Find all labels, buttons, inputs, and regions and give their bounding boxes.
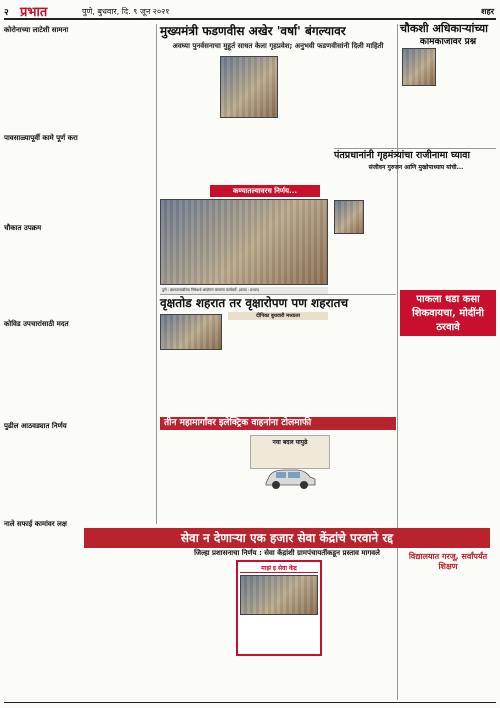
left-headline-2: पावसाळ्यापूर्वी कामे पूर्ण करा [4,134,78,142]
politics-body [390,174,442,290]
car-icon [262,465,318,491]
eseva-ad [236,560,322,656]
ebus-box-title: नवा बदल यापुढे [272,439,308,446]
bottom-body [84,560,154,700]
tree-body [228,322,284,414]
tree-sublabel: दीपिका बुधवारी मध्याला [228,312,328,320]
mid-column-body [334,56,394,146]
ebus-headline: तीन महामार्गांवर इलेक्ट्रिक वाहनांना टोलमाफी [160,417,396,430]
tree-body [160,354,222,414]
column-divider [397,24,398,700]
issue-date: पुणे, बुधवार, दि. ९ जून २०२१ [82,7,170,16]
fire-story-banner: कण्यातल्यावरच निर्णय... [210,185,320,197]
tree-body [344,322,396,414]
right-bottom-headline: विद्यालयात गरजू, सर्वांपर्यंत शिक्षण [408,552,488,571]
right-top-subhead: कामकाजावर प्रश्न [419,37,477,47]
column-divider [156,24,157,524]
ebus-body [204,434,246,524]
main-body-col [220,122,278,184]
left-body-1 [4,36,154,132]
left-body-2 [4,144,154,222]
portrait-photo [220,56,278,118]
opinion-box: पाकला धडा कसा शिकवायचा, मोदींनी ठरवावे [400,290,496,336]
main-body-col [282,56,338,184]
masthead [4,2,496,20]
left-body-3 [4,234,154,318]
right-top-body [402,90,438,144]
page-number: २ [4,8,9,18]
tree-headline: वृक्षतोड शहरात तर वृक्षारोपण पण शहरातच [160,296,349,310]
left-headline-4: कोविड उपचारांसाठी मदत [4,320,69,328]
photo-caption: पुणे : इंधनदरवाढीच्या निषेधार्थ आंदोलन करताना कार्यकर्ते. (छाया : प्रभात) [160,287,328,294]
politics-body [446,174,496,286]
bottom-body [326,560,394,700]
ad-title: माझं इ सेवा केंद्र [240,564,318,573]
building-photo [160,314,222,350]
left-body-5 [4,432,154,518]
politics-headline: पंतप्रधानांनी गृहमंत्र्यांचा राजीनामा घ्यावा [334,150,470,161]
ebus-box-body [253,446,327,466]
right-top-body [440,48,496,144]
main-body-col [160,56,216,184]
tree-body [288,322,340,414]
left-headline-1: कोरोनाच्या लाटेशी सामना [4,26,69,34]
left-headline-3: चौकात उपक्रम [4,224,42,232]
footer-rule [4,702,496,703]
main-headline: मुख्यमंत्री फडणवीस अखेर 'वर्षा' बंगल्यावर [160,24,346,38]
right-top-headline: चौकशी अधिकाऱ्यांच्या [400,22,488,35]
opinion-body [400,340,496,546]
bottom-body [4,560,80,700]
bottom-body [158,560,232,700]
newspaper-logo: प्रभात [20,5,48,20]
section-divider [334,148,496,149]
bottom-headline: सेवा न देणाऱ्या एक हजार सेवा केंद्रांचे परवाने रद्द [84,528,490,548]
right-bottom-body [400,578,496,700]
protest-photo [160,199,328,285]
ebus-body [334,434,394,524]
politics-subhead: संजीवन गुरुजन आणि मुखोपाध्याय यांची... [368,164,464,171]
section-divider [160,294,396,295]
section-label: शहर [481,7,494,16]
bottom-subhead: जिल्हा प्रशासनाचा निर्णय : सेवा केंद्रांशी ग्रामपंचायतींकडून प्रस्ताव मागवले [194,549,380,557]
ebus-infobox [250,435,330,469]
ebus-body [160,434,200,524]
left-headline-5: पुढील आठवड्यात निर्णय [4,422,67,430]
person-photo [402,48,436,86]
left-headline-6: नाले सफाई कामांवर लक्ष [4,520,67,528]
politics-body [334,174,386,290]
center-photo [240,575,318,615]
left-body-4 [4,330,154,420]
main-subhead: अवघ्या पुनर्वसनाचा मुहूर्त साधत केला गृहप्रवेश; अनुभवी फडणवीसांनी दिली माहिती [172,42,384,50]
